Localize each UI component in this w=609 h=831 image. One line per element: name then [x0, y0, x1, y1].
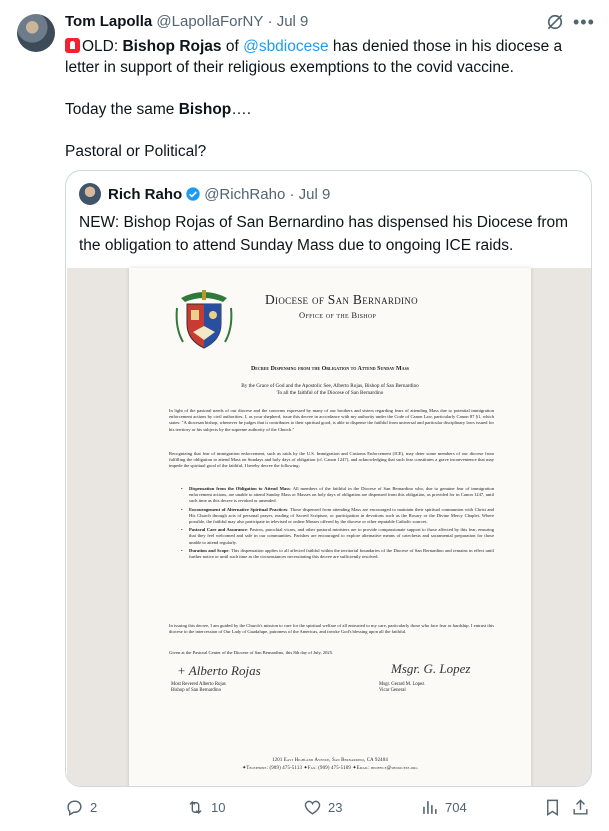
views-button[interactable]	[420, 798, 467, 817]
mention-link[interactable]: @sbdiocese	[243, 38, 329, 55]
tweet-text-rest-2: ….	[231, 101, 252, 118]
quote-author-handle[interactable]: @RichRaho	[204, 186, 286, 203]
quote-author-line	[108, 186, 330, 203]
verified-badge-icon	[185, 186, 201, 202]
decree-bullet	[181, 486, 494, 505]
bullet-body: : Pastors, parochial vicars, and other pastoral ministers are to provide compassionate support to those affected by this fear, ensuring that they feel welcomed and safe in our communities. Parishes are encouraged to explore alternative means of catechesis and sacramental preparation for those unable to attend regularly.	[189, 527, 494, 545]
repost-count: 10	[211, 800, 226, 815]
decree-given-line: Given at the Pastoral Center of the Diocese of San Bernardino, this 8th day of July, 2025.	[169, 650, 334, 655]
decree-bullets	[181, 486, 494, 562]
grok-icon[interactable]	[545, 12, 565, 32]
author-line	[65, 13, 308, 30]
tweet-text-of: of	[221, 38, 244, 55]
quote-author-name[interactable]: Rich Raho	[108, 186, 183, 203]
share-button[interactable]	[571, 798, 596, 817]
grace-line-1: By the Grace of God and the Apostolic See, Alberto Rojas, Bishop of San Bernardino	[241, 383, 419, 389]
like-count: 23	[328, 800, 343, 815]
bullet-body: : This dispensation applies to all affected faithful within the territorial boundaries of the Diocese of San Bernardino and remains in effect until further notice or until such time as the circumstances necessitating this decree are sufficiently resolved.	[189, 547, 494, 560]
grace-line-2: To all the faithful of the Diocese of San Bernardino	[276, 390, 384, 396]
bookmark-icon	[543, 798, 562, 817]
author-handle[interactable]: @LapollaForNY	[156, 13, 264, 30]
sig2-name: Msgr. Gerard M. Lopez	[379, 682, 425, 687]
quote-post-time[interactable]: · Jul 9	[289, 186, 331, 203]
sig1-name: Most Revered Alberto Rojas	[171, 682, 226, 687]
tweet-paragraph-2	[65, 99, 585, 120]
tweet-bold-text: Bishop Rojas	[122, 38, 222, 55]
author-name[interactable]: Tom Lapolla	[65, 13, 153, 30]
tweet-text-prefix: OLD:	[82, 38, 123, 55]
views-icon	[420, 798, 439, 817]
author-avatar[interactable]	[17, 14, 55, 52]
document-contact: ✦Telephone: (909) 475-5113 ✦Fax: (909) 475-5109 ✦Email: bpoffice@sbdiocese.org	[242, 766, 418, 771]
decree-bullet	[181, 507, 494, 526]
heart-icon	[303, 798, 322, 817]
siren-icon	[65, 38, 80, 53]
tweet-text-prefix-2: Today the same	[65, 101, 179, 118]
reply-count: 2	[90, 800, 98, 815]
signature-block-1	[171, 682, 226, 694]
sig2-title: Vicar General	[379, 688, 406, 693]
view-count: 704	[445, 800, 467, 815]
bishop-signature: + Alberto Rojas	[177, 663, 261, 678]
tweet-paragraph-3: Pastoral or Political?	[65, 143, 207, 160]
decree-bullet	[181, 548, 494, 560]
bullet-head: Duration and Scope	[189, 547, 229, 553]
share-icon	[571, 798, 590, 817]
tweet-bold-text-2: Bishop	[178, 101, 232, 118]
decree-document	[129, 268, 531, 787]
attached-image[interactable]	[67, 268, 592, 787]
document-title: Diocese of San Bernardino	[265, 292, 418, 307]
decree-paragraph-1: In light of the pastoral needs of our diocese and the concerns expressed by many of our brothers and sisters regarding fears of attending Mass due to potential immigration enforcement actions by civil authorities, I, as your shepherd, issue this decree in accordance with my authority under the Code of Canon Law, particularly Canon 87 §1, which states: "A diocesan bishop, whenever he judges that it contributes to their spiritual good, is able to dispense the faithful from universal and particular disciplinary laws issued for his territory or his subjects by the supreme authority of the Church."	[169, 408, 494, 432]
quote-author-avatar[interactable]	[79, 183, 101, 205]
diocese-crest-logo	[173, 288, 235, 352]
bullet-head: Pastoral Care and Assurance	[189, 527, 247, 533]
like-button[interactable]	[303, 798, 342, 817]
decree-paragraph-2: Recognizing that fear of immigration enforcement, such as raids by the U.S. Immigration and Customs Enforcement (ICE), may deter some members of our diocese from fulfilling the obligation to attend Mass on Sundays and holy days of obligation (cf. Canon 1247), and acknowledging that such fear constitutes a grave inconvenience that may impede the spiritual good of the faithful, I hereby decree the following:	[169, 451, 494, 469]
decree-bullet	[181, 527, 494, 546]
document-subtitle: Office of the Bishop	[299, 310, 377, 320]
sig1-title: Bishop of San Bernardino	[171, 688, 221, 693]
quote-text: NEW: Bishop Rojas of San Bernardino has dispensed his Diocese from the obligation to attend Sunday Mass due to ongoing ICE raids.	[79, 214, 569, 254]
signature-block-2	[379, 682, 424, 694]
post-time[interactable]: · Jul 9	[267, 13, 309, 30]
tweet-paragraph-1	[65, 36, 585, 78]
more-options-icon[interactable]: •••	[573, 12, 595, 32]
bullet-body: : All members of the faithful in the Diocese of San Bernardino who, due to genuine fear of immigration enforcement actions, are unable to attend Sunday Mass or Masses on holy days of obligation are dispensed from this obligation, as provided for in Canon 1247, until such time as this decree is revoked or amended.	[189, 486, 494, 504]
tweet-actions	[65, 798, 590, 822]
bookmark-button[interactable]	[543, 798, 568, 817]
decree-paragraph-3: In issuing this decree, I am guided by the Church's mission to care for the spiritual welfare of all entrusted to my care, particularly those who face fear or hardship. I entrust this diocese to the intercession of Our Lady of Guadalupe, patroness of the Americas, and invoke God's blessing upon all the faithful.	[169, 623, 494, 635]
document-address: 1201 East Highland Avenue, San Bernardino, CA 92404	[272, 758, 388, 763]
bullet-body: : Those dispensed from attending Mass are encouraged to maintain their spiritual communion with Christ and His Church through acts of personal prayer, reading of Sacred Scripture, or participation in devotions such as the Rosary or the Divine Mercy Chaplet. Where possible, the faithful may also participate in televised or online Masses offered by the diocese or other reputable Catholic sources.	[189, 506, 494, 525]
bullet-head: Encouragement of Alternative Spiritual Practices	[189, 506, 288, 512]
decree-title: Decree Dispensing from the Obligation to Attend Sunday Mass	[250, 366, 410, 372]
tweet-text-rest: has denied those in his diocese a letter in support of their religious exemptions to the covid vaccine.	[65, 38, 563, 76]
repost-icon	[186, 798, 205, 817]
reply-button[interactable]	[65, 798, 97, 817]
tweet-text	[65, 36, 585, 183]
reply-icon	[65, 798, 84, 817]
vicar-signature: Msgr. G. Lopez	[391, 661, 471, 676]
repost-button[interactable]	[186, 798, 225, 817]
bullet-head: Dispensation from the Obligation to Attend Mass	[189, 486, 290, 491]
decree-greeting	[129, 383, 531, 397]
quoted-tweet-card[interactable]	[65, 170, 592, 787]
